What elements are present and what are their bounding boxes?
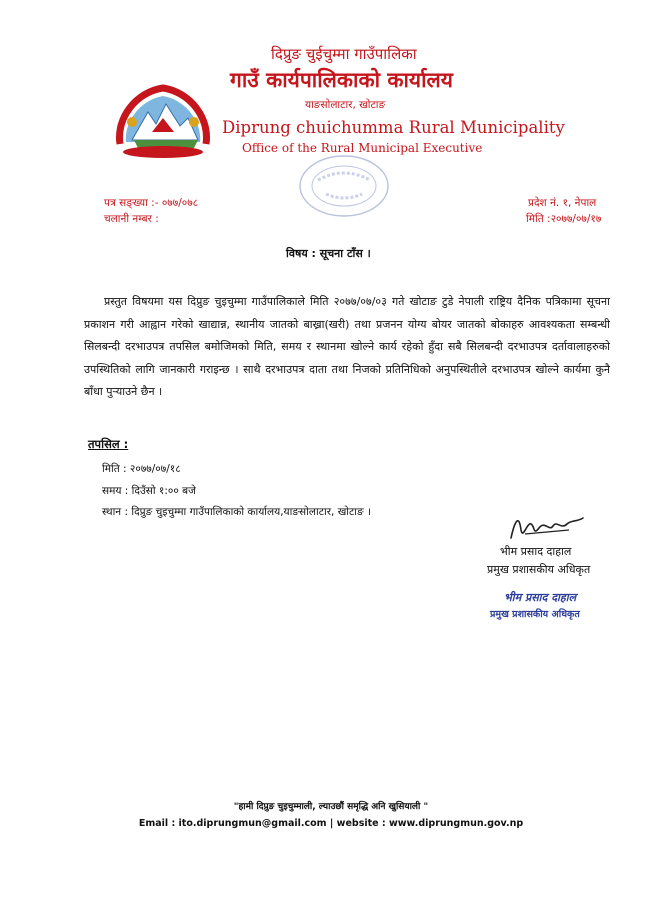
body-paragraph: प्रस्तुत विषयमा यस दिप्रुङ चुइचुम्मा गाउँपालिकाले मिति २०७७/०७/०३ गते खोटाङ टुडे नेपाली राष्ट्रिय दैनिक पत्रिकामा सूचना प्रकाशन गरी आह्वान गरेको खाद्यान्न, स्थानीय जातको बाख्रा(खरी) तथा प्रजनन योग्य बोयर जातको बोकाहरु आवश्यकता सम्बन्धी सिलबन्दी दरभाउपत्र तपसिल बमोजिमको मिति, समय र स्थानमा खोल्ने कार्य रहेको हुँदा सबै सिलबन्दी दरभाउपत्र दर्तावालाहरुको उपस्थितिको लागि जानकारी गराइन्छ । साथै दरभाउपत्र दाता तथा निजको प्रतिनिधिको अनुपस्थितीले दरभाउपत्र खोल्ने कार्यमा कुनै बाँधा पुर्‍याउने छैन । <box>84 295 610 398</box>
details-place: स्थान : दिप्रुङ चुइचुम्मा गाउँपालिकाको कार्यालय,याङसोलाटार, खोटाङ । <box>102 506 372 518</box>
signatory-name: भीम प्रसाद दाहाल <box>500 545 572 558</box>
dispatch-number: चलानी नम्बर : <box>104 213 159 225</box>
signatory-title: प्रमुख प्रशासकीय अधिकृत <box>487 563 591 576</box>
details-heading: तपसिल : <box>88 437 129 451</box>
footer-website: website : www.diprungmun.gov.np <box>336 818 524 829</box>
details-time: समय : दिउँसो १:०० बजे <box>102 485 196 497</box>
footer-contact <box>0 818 662 829</box>
footer-email: Email : ito.diprungmun@gmail.com <box>138 818 327 829</box>
footer-separator: | <box>329 818 337 829</box>
address-np: याङसोलाटार, खोटाङ <box>305 99 386 111</box>
seal-title: प्रमुख प्रशासकीय अधिकृत <box>490 609 580 620</box>
letter-date: मिति :२०७७/०७/१७ <box>526 213 602 225</box>
nepal-emblem-icon <box>108 82 218 164</box>
seal-name: भीम प्रसाद दाहाल <box>504 591 577 604</box>
footer-slogan: "हामी दिप्रुङ चुइचुम्माली, ल्याउछौं समृद्धि अनि खुसियाली " <box>233 802 429 812</box>
office-title-en: Office of the Rural Municipal Executive <box>242 141 483 155</box>
letter-number: पत्र सङ्ख्या :- ०७७/०७८ <box>104 197 199 209</box>
municipality-name-en: Diprung chuichumma Rural Municipality <box>222 118 565 137</box>
municipality-name-np: दिप्रुङ चुईचुम्मा गाउँपालिका <box>271 45 417 63</box>
office-stamp-icon <box>296 152 392 220</box>
subject-line: विषय : सूचना टाँस । <box>286 247 371 260</box>
handwritten-signature-icon <box>505 510 587 546</box>
details-date: मिति : २०७७/०७/१८ <box>102 463 181 475</box>
province-label: प्रदेश नं. १, नेपाल <box>528 197 597 209</box>
office-title-np: गाउँ कार्यपालिकाको कार्यालय <box>230 68 453 92</box>
